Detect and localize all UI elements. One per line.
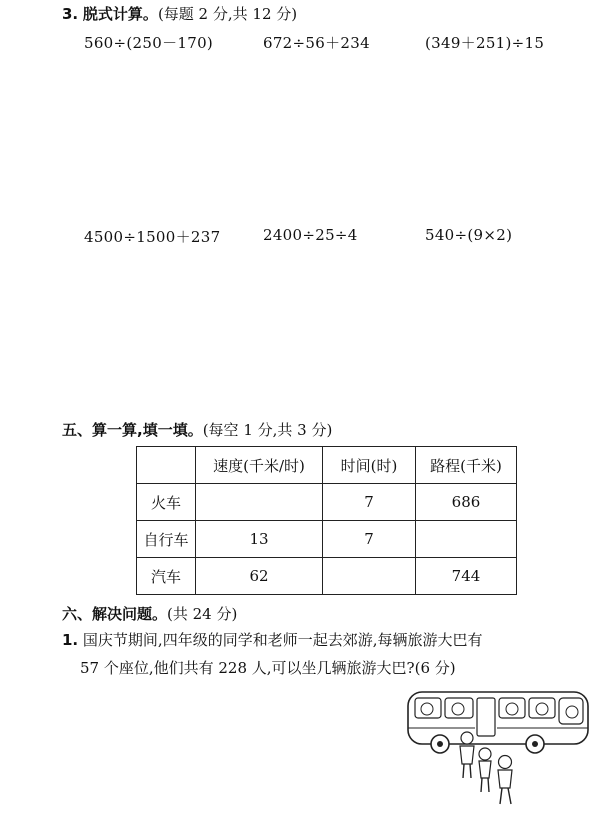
question-1-line1: 国庆节期间,四年级的同学和老师一起去郊游,每辆旅游大巴有 xyxy=(82,631,483,649)
table-cell: 686 xyxy=(416,484,517,521)
expression-6: 540÷(9×2) xyxy=(425,226,513,244)
table-header-cell: 时间(时) xyxy=(323,447,416,484)
question-1 xyxy=(62,626,482,682)
table-cell: 汽车 xyxy=(137,558,196,595)
expression-1: 560÷(250－170) xyxy=(84,34,214,52)
table-row xyxy=(137,558,517,595)
section5-heading xyxy=(62,419,332,440)
table-cell: 自行车 xyxy=(137,521,196,558)
table-cell: 7 xyxy=(323,521,416,558)
table-cell-blank[interactable] xyxy=(416,521,517,558)
table-header-cell: 速度(千米/时) xyxy=(196,447,323,484)
table-cell-blank[interactable] xyxy=(323,558,416,595)
bus-illustration-icon xyxy=(405,688,595,813)
expression-3: (349＋251)÷15 xyxy=(425,34,545,52)
table-header-row xyxy=(137,447,517,484)
expression-5: 2400÷25÷4 xyxy=(263,226,358,244)
section3-number: 3. xyxy=(62,5,79,23)
section6-score: (共 24 分) xyxy=(167,605,238,623)
table-row xyxy=(137,521,517,558)
section3-title: 脱式计算。 xyxy=(82,5,158,23)
table-header-cell xyxy=(137,447,196,484)
table-row xyxy=(137,484,517,521)
section5-title: 五、算一算,填一填。 xyxy=(62,421,203,439)
section5-score: (每空 1 分,共 3 分) xyxy=(202,421,333,439)
section6-title: 六、解决问题。 xyxy=(62,605,168,623)
question-1-number: 1. xyxy=(62,631,79,649)
table-cell: 744 xyxy=(416,558,517,595)
table-cell: 火车 xyxy=(137,484,196,521)
table-header-cell: 路程(千米) xyxy=(416,447,517,484)
expression-4: 4500÷1500＋237 xyxy=(84,228,221,246)
section3-score: (每题 2 分,共 12 分) xyxy=(157,5,298,23)
table-cell: 62 xyxy=(196,558,323,595)
table-cell: 7 xyxy=(323,484,416,521)
question-1-line2: 57 个座位,他们共有 228 人,可以坐几辆旅游大巴?(6 分) xyxy=(80,659,456,677)
expression-2: 672÷56＋234 xyxy=(263,34,370,52)
fill-in-table xyxy=(136,446,517,595)
table-cell: 13 xyxy=(196,521,323,558)
section6-heading xyxy=(62,603,237,624)
section3-heading xyxy=(62,3,297,24)
table-cell-blank[interactable] xyxy=(196,484,323,521)
